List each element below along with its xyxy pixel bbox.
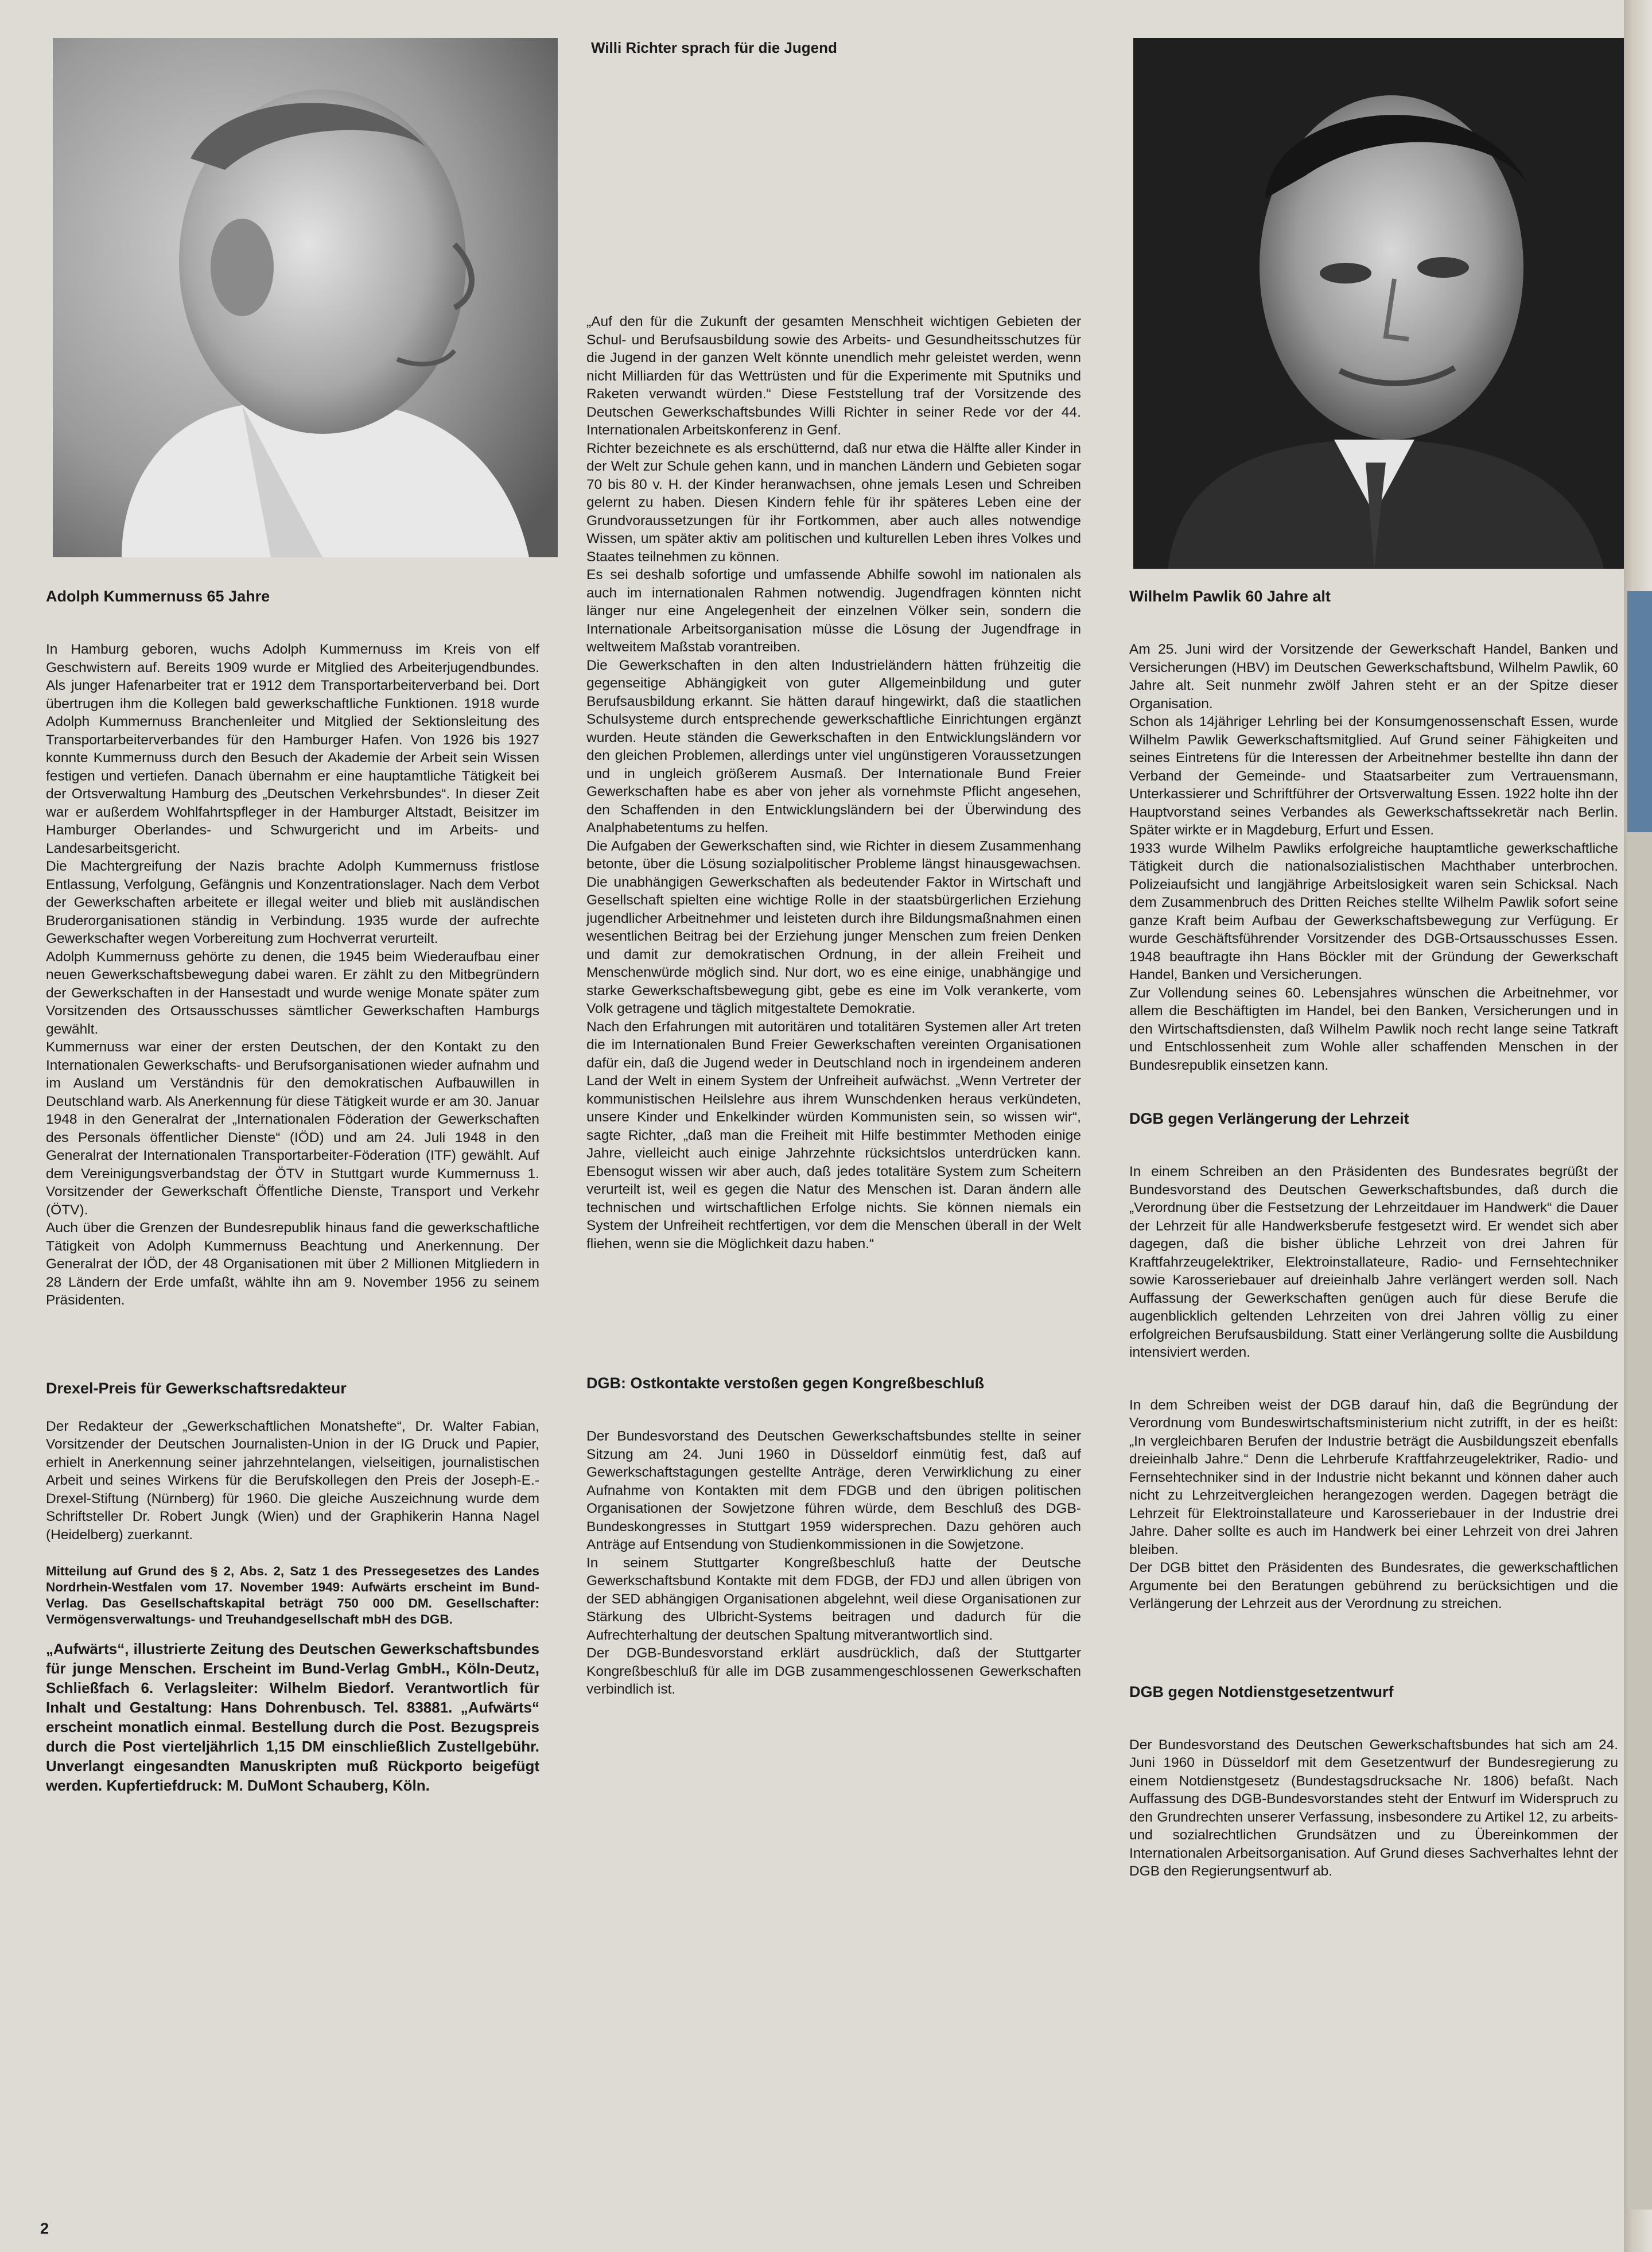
- richter-paragraph-3: Es sei deshalb sofortige und umfassende Abhilfe sowohl im nationalen als auch im internationalen Rahmen notwendig. Jugendfragen könnten nicht länger nur eine Angelegenheit der einzelnen Völker sein, sondern die Internationale Arbeitsorganisation müsse die Lösung der Jugendfrage in weltweitem Maßstab vorantreiben.: [586, 567, 1081, 655]
- heading-kummernuss: Adolph Kummernuss 65 Jahre: [46, 588, 270, 605]
- portrait-photo-kummernuss: [53, 38, 558, 557]
- ostkontakte-paragraph-3: Der DGB-Bundesvorstand erklärt ausdrücklich, daß der Stuttgarter Kongreßbeschluß für alle im DGB zusammengeschlossenen Gewerkschaften verbindlich ist.: [586, 1645, 1081, 1697]
- richter-paragraph-4: Die Gewerkschaften in den alten Industrieländern hätten frühzeitig die gegenseitige Abhängigkeit von guter Allgemeinbildung und guter Berufsausbildung erkannt. Sie hätten darauf hingewirkt, daß die staatlichen Schulsysteme durch entsprechende gewerkschaftliche Einrichtungen ergänzt wurden. Heute ständen die Gewerkschaften in den Entwicklungsländern vor den gleichen Problemen, allerdings unter viel ungünstigeren Voraussetzungen und in ungleich größerem Ausmaß. Der Internationale Bund Freier Gewerkschaften habe es aber von jeher als vornehmste Pflicht angesehen, den Schaffenden in den Entwicklungsländern bei der Überwindung des Analphabetentums zu helfen.: [586, 657, 1081, 836]
- heading-lehrzeit: DGB gegen Verlängerung der Lehrzeit: [1129, 1110, 1409, 1127]
- heading-pawlik: Wilhelm Pawlik 60 Jahre alt: [1129, 588, 1331, 605]
- center-column: [586, 313, 1081, 1699]
- pawlik-paragraph-4: Zur Vollendung seines 60. Lebensjahres wünschen die Arbeitnehmer, vor allem die Beschäftigten im Handel, bei den Banken, Versicherungen und in den Wirtschaftsdiensten, daß Wilhelm Pawlik noch recht lange seine Tatkraft und Entschlossenheit zum Wohle aller schaffenden Menschen in der Bundesrepublik einsetzen kann.: [1129, 985, 1618, 1073]
- kummernuss-paragraph-2: Die Machtergreifung der Nazis brachte Adolph Kummernuss fristlose Entlassung, Verfolgung, Gefängnis und Konzentrationslager. Nach dem Verbot der Gewerkschaften arbeitete er illegal weiter und blieb mit ausländischen Bruderorganisationen ständig in Verbindung. 1935 wurde der aufrechte Gewerkschafter wegen Vorbereitung zum Hochverrat verurteilt.: [46, 859, 539, 946]
- portrait-kummernuss-image: [53, 38, 558, 557]
- imprint: „Aufwärts“, illustrierte Zeitung des Deutschen Gewerkschaftsbundes für junge Menschen. Erscheint im Bund-Verlag GmbH., Köln-Deutz, Schließfach 6. Verlagsleiter: Wilhelm Biedorf. Verantwortlich für Inhalt und Gestaltung: Hans Dohrenbusch. Tel. 83881. „Aufwärts“ erscheint monatlich einmal. Bestellung durch die Post. Bezugspreis durch die Post vierteljährlich 1,15 DM einschließlich Zustellgebühr. Unverlangt eingesandten Manuskripten muß Rückporto beigefügt werden. Kupfertiefdruck: M. DuMont Schauberg, Köln.: [46, 1640, 539, 1794]
- notdienst-paragraph: Der Bundesvorstand des Deutschen Gewerkschaftsbundes hat sich am 24. Juni 1960 in Düsseldorf mit dem Gesetzentwurf der Bundesregierung zu einem Notdienstgesetz (Bundestagsdrucksache Nr. 1806) befaßt. Nach Auffassung des DGB-Bundesvorstandes steht der Entwurf im Widerspruch zu den Grundrechten unserer Verfassung, insbesondere zu Artikel 12, zu arbeits- und sozialrechtlichen Grundsätzen und zu Übereinkommen der Internationalen Arbeitsorganisation. Auf Grund dieses Sachverhaltes lehnt der DGB den Regierungsentwurf ab.: [1129, 1737, 1618, 1879]
- kummernuss-paragraph-4: Kummernuss war einer der ersten Deutschen, der den Kontakt zu den Internationalen Gewerkschafts- und Berufsorganisationen wieder aufnahm und im Ausland um Verständnis für den demokratischen Aufbauwillen in Deutschland warb. Als Anerkennung für diese Tätigkeit wurde er am 30. Januar 1948 in den Generalrat der „Internationalen Föderation der Gewerkschaften des Personals öffentlicher Dienste“ (IÖD) und am 24. Juli 1948 in den Generalrat der Internationalen Transportarbeiter-Föderation (ITF) gewählt. Auf dem Vereinigungsverbandstag der ÖTV in Stuttgart wurde Kummernuss 1. Vorsitzender der Gewerkschaft Öffentliche Dienste, Transport und Verkehr (ÖTV).: [46, 1039, 539, 1218]
- heading-drexel: Drexel-Preis für Gewerkschaftsredakteur: [46, 1379, 347, 1397]
- drexel-paragraph: Der Redakteur der „Gewerkschaftlichen Monatshefte“, Dr. Walter Fabian, Vorsitzender der Deutschen Journalisten-Union in der IG Druck und Papier, erhielt in Anerkennung seiner jahrzehntelangen, vielseitigen, journalistischen Arbeit und seines Wirkens für die Berufskollegen den Preis der Joseph-E.-Drexel-Stiftung (Nürnberg) für 1960. Die gleiche Auszeichnung wurde dem Schriftsteller Dr. Robert Jungk (Wien) und der Graphikerin Hanna Nagel (Heidelberg) zuerkannt.: [46, 1418, 539, 1543]
- kummernuss-paragraph-3: Adolph Kummernuss gehörte zu denen, die 1945 beim Wiederaufbau einer neuen Gewerkschaftsbewegung dabei waren. Er zählt zu den Mitbegründern der Gewerkschaften in der Hansestadt und wurde wenige Monate später zum Vorsitzenden des Ortsausschusses sämtlicher Gewerkschaften Hamburgs gewählt.: [46, 949, 539, 1037]
- pawlik-paragraph-1: Am 25. Juni wird der Vorsitzende der Gewerkschaft Handel, Banken und Versicherungen (HBV) im Deutschen Gewerkschaftsbund, Wilhelm Pawlik, 60 Jahre alt. Seit nunmehr zwölf Jahren steht er an der Spitze dieser Organisation.: [1129, 642, 1618, 712]
- portrait-photo-pawlik: [1133, 38, 1624, 569]
- left-column: [46, 587, 539, 1795]
- richter-paragraph-2: Richter bezeichnete es als erschütternd, daß nur etwa die Hälfte aller Kinder in der Welt zur Schule gehen kann, und in manchen Ländern und Gebieten sogar 70 bis 80 v. H. der Kinder heranwachsen, ohne jemals Lesen und Schreiben gelernt zu haben. Diesen Kindern fehle für ihr späteres Leben eine der Grundvoraussetzungen für ihr Fortkommen, aber auch alles notwendige Wissen, um später aktiv am politischen und kulturellen Leben ihres Volkes und Staates teilnehmen zu können.: [586, 440, 1081, 565]
- ostkontakte-paragraph-2: In seinem Stuttgarter Kongreßbeschluß hatte der Deutsche Gewerkschaftsbund Kontakte mit dem FDGB, der FDJ und allen übrigen von der SED abhängigen Organisationen abgelehnt, weil diese Organisationen zur Stärkung des Ulbricht-Systems beitragen und dadurch für die Aufrechterhaltung der deutschen Spaltung mitverantwortlich sind.: [586, 1555, 1081, 1643]
- lehrzeit-paragraph-2: In dem Schreiben weist der DGB darauf hin, daß die Begründung der Verordnung vom Bundeswirtschaftsministerium nicht zutrifft, in der es heißt: „In vergleichbaren Berufen der Industrie beträgt die Ausbildungszeit ebenfalls dreieinhalb Jahre.“ Denn die Lehrberufe Kraftfahrzeugelektriker, Radio- und Fernsehtechniker sind in der Industrie nicht bekannt und können daher auch nicht zu Lehrzeitvergleichen herangezogen werden. Dagegen beträgt die Lehrzeit für Elektroinstallateure und Karosseriebauer in der Industrie drei Jahre. Daher sollte es auch im Handwerk bei einer Lehrzeit von drei Jahren bleiben.: [1129, 1397, 1618, 1558]
- center-title: Willi Richter sprach für die Jugend: [591, 39, 837, 56]
- kummernuss-paragraph-5: Auch über die Grenzen der Bundesrepublik hinaus fand die gewerkschaftliche Tätigkeit von Adolph Kummernuss Beachtung und Anerkennung. Der Generalrat der IÖD, der 48 Organisationen mit über 2 Millionen Mitgliedern in 28 Ländern der Erde umfaßt, wählte ihn am 9. November 1956 zu seinem Präsidenten.: [46, 1220, 539, 1308]
- richter-paragraph-1: „Auf den für die Zukunft der gesamten Menschheit wichtigen Gebieten der Schul- und Berufsausbildung sowie des Arbeits- und Gesundheitsschutzes für die Jugend in der ganzen Welt könnte unendlich mehr geleistet werden, wenn nicht Milliarden für das Wettrüsten und für die Experimente mit Sputniks und Raketen verwandt würden.“ Diese Feststellung traf der Vorsitzende des Deutschen Gewerkschaftsbundes Willi Richter in seiner Rede vor der 44. Internationalen Arbeitskonferenz in Genf.: [586, 314, 1081, 438]
- next-page-blue-block: [1627, 591, 1652, 832]
- legal-notice: Mitteilung auf Grund des § 2, Abs. 2, Satz 1 des Pressegesetzes des Landes Nordrhein-Westfalen vom 17. November 1949: Aufwärts erscheint im Bund-Verlag. Das Gesellschaftskapital beträgt 750 000 DM. Gesellschafter: Vermögensverwaltungs- und Treuhandgesellschaft mbH des DGB.: [46, 1564, 539, 1626]
- pawlik-paragraph-2: Schon als 14jähriger Lehrling bei der Konsumgenossenschaft Essen, wurde Wilhelm Pawlik Gewerkschaftsmitglied. Auf Grund seiner Fähigkeiten und seines Eintretens für die Interessen der Arbeitnehmer bestellte ihn dann der Verband der Gemeinde- und Staatsarbeiter zum Vertrauensmann, Unterkassierer und Schriftführer der Ortsverwaltung Essen. 1922 holte ihn der Hauptvorstand seines Verbandes als Gewerkschaftssekretär nach Berlin. Später wirkte er in Magdeburg, Erfurt und Essen.: [1129, 714, 1618, 838]
- lehrzeit-paragraph-1: In einem Schreiben an den Präsidenten des Bundesrates begrüßt der Bundesvorstand des Deutschen Gewerkschaftsbundes, daß durch die „Verordnung über die Festsetzung der Lehrzeitdauer im Handwerk“ die Dauer der Lehrzeit für alle Handwerksberufe festgesetzt wird. Er wendet sich aber dagegen, daß die bisher übliche Lehrzeit von drei Jahren für Kraftfahrzeugelektriker, Elektroinstallateure, Radio- und Fernsehtechniker sowie Karosseriebauer auf dreieinhalb Jahre verlängert werden soll. Nach Auffassung der Gewerkschaften genügen auch für diese Berufe die augenblicklich geltenden Lehrzeiten von drei Jahren völlig zu einer erfolgreichen Berufsausbildung. Statt einer Verlängerung sollte die Ausbildung intensiviert werden.: [1129, 1164, 1618, 1360]
- right-column: [1129, 587, 1618, 1881]
- heading-ostkontakte: DGB: Ostkontakte verstoßen gegen Kongreßbeschluß: [586, 1375, 985, 1392]
- portrait-pawlik-image: [1133, 38, 1624, 569]
- heading-notdienst: DGB gegen Notdienstgesetzentwurf: [1129, 1683, 1394, 1700]
- richter-paragraph-6: Nach den Erfahrungen mit autoritären und totalitären Systemen aller Art treten die im Internationalen Bund Freier Gewerkschaften vereinten Organisationen dafür ein, daß die Jugend weder in Deutschland noch in irgendeinem anderen Land der Welt in einem System der Unfreiheit aufwächst. „Wenn Vertreter der kommunistischen Heilslehre aus ihrem Wunschdenken heraus verkündeten, unsere Kinder und Enkelkinder würden Kommunisten sein, so wissen wir“, sagte Richter, „daß man die Freiheit mit Hilfe bestimmter Methoden einige Jahre, vielleicht auch einige Jahrzehnte rücksichtslos unterdrücken kann. Ebensogut wissen wir aber auch, daß jedes totalitäre System zum Scheitern verurteilt ist, weil es gegen die Natur des Menschen ist. Daran ändern alle technischen und wirtschaftlichen Erfolge nichts. Sie können niemals ein System der Unfreiheit rechtfertigen, vor dem die Menschen überall in der Welt fliehen, wenn sie die Möglichkeit dazu haben.“: [586, 1019, 1081, 1252]
- kummernuss-paragraph-1: In Hamburg geboren, wuchs Adolph Kummernuss im Kreis von elf Geschwistern auf. Bereits 1909 wurde er Mitglied des Arbeiterjugendbundes. Als junger Hafenarbeiter trat er 1912 dem Transportarbeiterverband bei. Dort übertrugen ihm die Kollegen bald gewerkschaftliche Funktionen. 1918 wurde Adolph Kummernuss Branchenleiter und Mitglied der Sektionsleitung des Transportarbeiterverbandes für den Hamburger Hafen. Von 1926 bis 1927 konnte Kummernuss durch den Besuch der Akademie der Arbeit sein Wissen festigen und vertiefen. Danach übernahm er eine hauptamtliche Tätigkeit bei der Ortsverwaltung Hamburg des „Deutschen Verkehrsbundes“. In dieser Zeit war er außerdem Wohlfahrtspfleger in der Hamburger Altstadt, Beisitzer im Hamburger Oberlandes- und Schwurgericht und im Arbeits- und Landesarbeitsgericht.: [46, 642, 539, 856]
- pawlik-paragraph-3: 1933 wurde Wilhelm Pawliks erfolgreiche hauptamtliche gewerkschaftliche Tätigkeit durch die nationalsozialistischen Machthaber unterbrochen. Polizeiaufsicht und langjährige Arbeitslosigkeit waren sein Schicksal. Nach dem Zusammenbruch des Dritten Reiches stellte Wilhelm Pawlik sofort seine ganze Kraft beim Aufbau der Gewerkschaftsbewegung zur Verfügung. Er wurde Geschäftsführender Vorsitzender des DGB-Ortsausschusses Essen. 1948 beauftragte ihn Hans Böckler mit der Gründung der Gewerkschaft Handel, Banken und Versicherungen.: [1129, 840, 1618, 983]
- page-number: 2: [40, 2220, 49, 2237]
- lehrzeit-paragraph-3: Der DGB bittet den Präsidenten des Bundesrates, die gewerkschaftlichen Argumente bei den Beratungen gebührend zu berücksichtigen und die Verlängerung der Lehrzeit aus der Verordnung zu streichen.: [1129, 1560, 1618, 1612]
- richter-paragraph-5: Die Aufgaben der Gewerkschaften sind, wie Richter in diesem Zusammenhang betonte, über die Lösung sozialpolitischer Probleme längst hinausgewachsen. Die unabhängigen Gewerkschaften als bedeutender Faktor in Wirtschaft und Gesellschaft spielten eine wichtige Rolle in der staatsbürgerlichen Erziehung jugendlicher Arbeitnehmer und leisteten durch ihre Bildungsmaßnahmen einen wesentlichen Beitrag bei der Erziehung junger Menschen zum freien Denken und damit zur demokratischen Ordnung, in der allein Freiheit und Menschenwürde möglich sind. Nur dort, wo es eine einige, unabhängige und starke Gewerkschaftsbewegung gibt, gebe es eine im Volk verankerte, vom Volk getragene und täglich mitgestaltete Demokratie.: [586, 838, 1081, 1016]
- next-page-strip: [1627, 591, 1652, 2210]
- ostkontakte-paragraph-1: Der Bundesvorstand des Deutschen Gewerkschaftsbundes stellte in seiner Sitzung am 24. Juni 1960 in Düsseldorf einmütig fest, daß auf Gewerkschaftstagungen gestellte Anträge, deren Verwirklichung zu einer Aufnahme von Kontakten mit dem FDGB und den übrigen politischen Organisationen der Sowjetzone führen würde, dem Beschluß des DGB-Bundeskongresses in Stuttgart 1959 widersprechen. Dazu gehören auch Anträge auf Entsendung von Studienkommissionen in die Sowjetzone.: [586, 1428, 1081, 1552]
